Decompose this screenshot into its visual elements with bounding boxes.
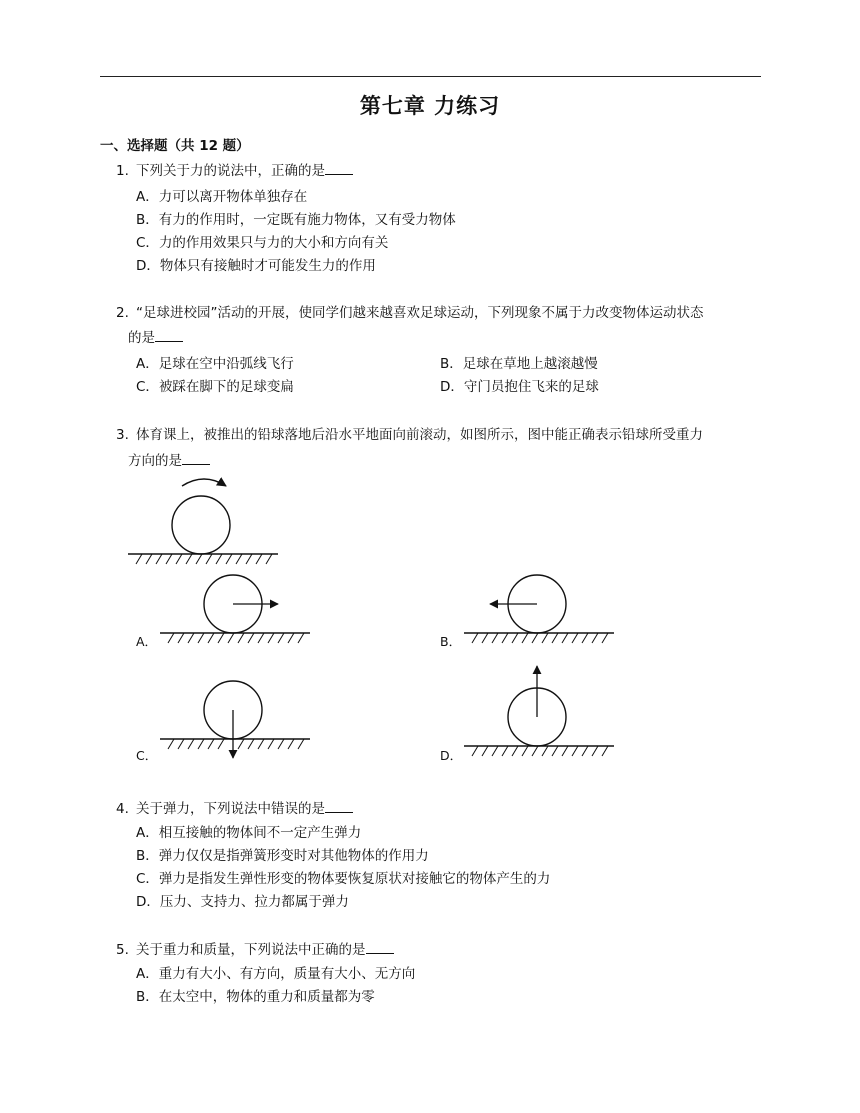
question-stem: 体育课上，被推出的铅球落地后沿水平地面向前滚动，如图所示，图中能正确表示铅球所受重力 — [136, 427, 703, 443]
answer-blank[interactable] — [155, 327, 183, 342]
option-key: D． — [136, 258, 160, 274]
option-text: 物体只有接触时才可能发生力的作用 — [159, 258, 376, 274]
option-b[interactable] — [136, 986, 375, 1009]
option-text: 重力有大小、有方向，质量有大小、无方向 — [158, 966, 416, 982]
ground-hatch — [168, 633, 304, 643]
option-key: A． — [136, 356, 159, 372]
option-text: 压力、支持力、拉力都属于弹力 — [159, 894, 349, 910]
top-rule — [100, 76, 761, 77]
question-number: 3. — [116, 427, 129, 443]
option-key: B． — [136, 848, 159, 864]
option-d-figure[interactable] — [460, 664, 620, 764]
question-1 — [116, 160, 353, 183]
option-key: A． — [136, 189, 159, 205]
question-stem: 关于弹力，下列说法中错误的是 — [136, 801, 325, 817]
option-key: B． — [136, 989, 159, 1005]
option-b[interactable] — [136, 845, 429, 868]
option-key: B． — [440, 356, 463, 372]
question-stem: “足球进校园”活动的开展，使同学们越来越喜欢足球运动，下列现象不属于力改变物体运动状态 — [136, 305, 704, 321]
option-d[interactable] — [440, 376, 599, 399]
question-stem-continued: 方向的是 — [128, 453, 182, 469]
option-d[interactable] — [136, 891, 349, 914]
ground-hatch — [472, 746, 608, 756]
ground-hatch — [136, 554, 272, 564]
option-key: A． — [136, 966, 159, 982]
option-c[interactable] — [136, 868, 550, 891]
answer-blank[interactable] — [325, 160, 353, 175]
question-stem-continued: 的是 — [128, 330, 155, 346]
question-number: 5. — [116, 942, 129, 958]
question-4 — [116, 798, 353, 821]
option-a[interactable] — [136, 186, 307, 209]
question-3 — [116, 424, 703, 447]
option-a[interactable] — [136, 822, 361, 845]
option-a[interactable] — [136, 353, 294, 376]
option-text: 足球在草地上越滚越慢 — [462, 356, 598, 372]
option-b-figure[interactable] — [460, 574, 620, 646]
question-2 — [116, 302, 704, 325]
option-text: 相互接触的物体间不一定产生弹力 — [158, 825, 362, 841]
page-title: 第七章 力练习 — [359, 94, 501, 118]
option-text: 在太空中，物体的重力和质量都为零 — [158, 989, 375, 1005]
option-c[interactable] — [136, 232, 388, 255]
option-text: 力的作用效果只与力的大小和方向有关 — [158, 235, 389, 251]
option-text: 有力的作用时，一定既有施力物体，又有受力物体 — [158, 212, 456, 228]
option-text: 弹力仅仅是指弹簧形变时对其他物体的作用力 — [158, 848, 429, 864]
option-key: C． — [136, 379, 159, 395]
option-key: B． — [136, 212, 159, 228]
answer-blank[interactable] — [182, 450, 210, 465]
option-b[interactable] — [136, 209, 456, 232]
option-c[interactable]: C． — [136, 748, 158, 763]
option-c-figure[interactable] — [156, 678, 316, 768]
question-stem: 下列关于力的说法中，正确的是 — [136, 163, 325, 179]
answer-blank[interactable] — [366, 939, 394, 954]
section-heading: 一、选择题（共 12 题） — [100, 138, 250, 154]
option-key: C． — [136, 871, 159, 887]
rotation-arrow — [182, 479, 226, 486]
question-stem: 关于重力和质量，下列说法中正确的是 — [136, 942, 366, 958]
option-a-figure[interactable] — [156, 574, 316, 646]
option-b[interactable] — [440, 353, 598, 376]
option-d[interactable] — [136, 255, 376, 278]
option-text: 守门员抱住飞来的足球 — [463, 379, 599, 395]
option-key: D． — [136, 894, 160, 910]
question-number: 2. — [116, 305, 129, 321]
option-key: D． — [440, 379, 464, 395]
question-number: 4. — [116, 801, 129, 817]
answer-blank[interactable] — [325, 798, 353, 813]
option-text: 足球在空中沿弧线飞行 — [158, 356, 294, 372]
question-5 — [116, 939, 394, 962]
question-2-continued — [128, 327, 183, 350]
option-a[interactable]: A． — [136, 634, 158, 649]
option-d[interactable]: D． — [440, 748, 463, 763]
option-b[interactable]: B． — [440, 634, 462, 649]
ground-hatch — [472, 633, 608, 643]
option-key: C． — [136, 235, 159, 251]
option-a[interactable] — [136, 963, 415, 986]
option-c[interactable] — [136, 376, 294, 399]
rolling-ball-figure — [124, 470, 284, 570]
option-text: 被踩在脚下的足球变扁 — [158, 379, 294, 395]
question-number: 1. — [116, 163, 129, 179]
ball — [172, 496, 230, 554]
option-text: 力可以离开物体单独存在 — [158, 189, 308, 205]
option-text: 弹力是指发生弹性形变的物体要恢复原状对接触它的物体产生的力 — [158, 871, 551, 887]
option-key: A． — [136, 825, 159, 841]
ground-hatch — [168, 739, 304, 749]
